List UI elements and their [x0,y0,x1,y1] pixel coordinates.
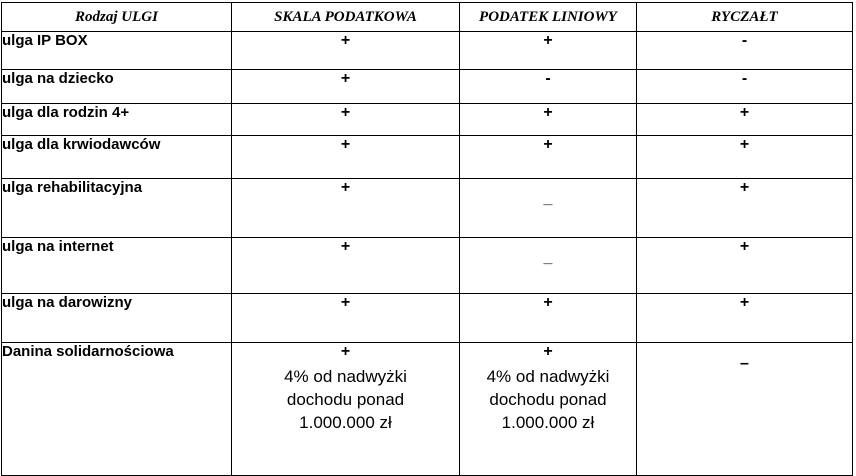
skala-note-line: dochodu ponad [286,390,405,409]
table-row [2,136,853,179]
header-row [2,3,853,32]
ryczalt-mark: - [637,32,853,70]
liniowy-note [460,365,636,434]
skala-note-line: 4% od nadwyżki [284,367,407,386]
skala-mark: + [232,136,460,179]
liniowy-mark: + [460,104,637,136]
header-skala-podatkowa: SKALA PODATKOWA [232,3,460,32]
skala-mark: + [340,343,351,360]
table-row [2,179,853,238]
relief-name: ulga na darowizny [2,294,232,343]
ryczalt-mark: + [637,238,853,294]
liniowy-mark: + [543,343,553,360]
liniowy-mark: - [460,70,637,104]
relief-name: ulga na dziecko [2,70,232,104]
table-row [2,104,853,136]
skala-mark: + [232,179,460,238]
table-row [2,238,853,294]
skala-mark: + [232,238,460,294]
skala-note [232,365,459,434]
skala-mark: + [232,32,460,70]
header-rodzaj-ulgi: Rodzaj ULGI [2,3,232,32]
liniowy-mark: + [460,294,637,343]
liniowy-note-line: 4% od nadwyżki [486,367,610,386]
relief-name: ulga dla krwiodawców [2,136,232,179]
relief-name: ulga IP BOX [2,32,232,70]
relief-name: ulga na internet [2,238,232,294]
liniowy-cell [460,343,637,476]
tax-relief-table [1,2,853,476]
skala-mark: + [232,104,460,136]
liniowy-note-line: 1.000.000 zł [501,413,595,432]
skala-cell [232,343,460,476]
liniowy-mark: + [460,136,637,179]
ryczalt-mark: – [637,343,853,476]
table-row [2,343,853,476]
liniowy-mark: _ [460,238,637,294]
skala-note-line: 1.000.000 zł [299,413,392,432]
liniowy-mark: + [460,32,637,70]
ryczalt-mark: + [637,294,853,343]
ryczalt-mark: + [637,136,853,179]
relief-name: Danina solidarnościowa [2,343,232,476]
ryczalt-mark: - [637,70,853,104]
table-row [2,70,853,104]
header-ryczalt: RYCZAŁT [637,3,853,32]
ryczalt-mark: + [637,179,853,238]
skala-mark: + [232,294,460,343]
table-row [2,32,853,70]
header-podatek-liniowy: PODATEK LINIOWY [460,3,637,32]
liniowy-mark: _ [460,179,637,238]
table-row [2,294,853,343]
liniowy-note-line: dochodu ponad [489,390,607,409]
skala-mark: + [232,70,460,104]
relief-name: ulga rehabilitacyjna [2,179,232,238]
ryczalt-mark: + [637,104,853,136]
relief-name: ulga dla rodzin 4+ [2,104,232,136]
